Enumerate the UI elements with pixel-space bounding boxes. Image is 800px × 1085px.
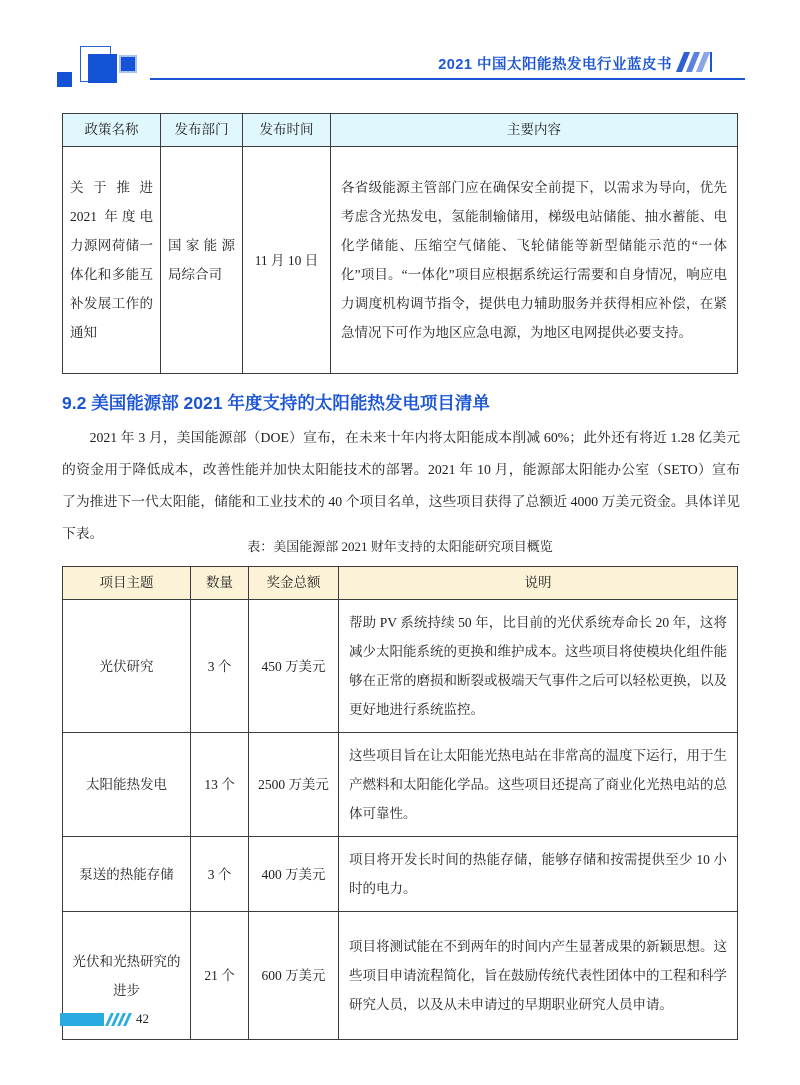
policy-content-cell: 各省级能源主管部门应在确保安全前提下，以需求为导向，优先考虑含光热发电，氢能制输储用，梯级电站储能、抽水蓄能、电化学储能、压缩空气储能、飞轮储能等新型储能示范的“一体化”项目。“一体化”项目应根据系统运行需要和自身情况，响应电力调度机构调节指令，提供电力辅助服务并获得相应补偿，在紧急情况下可作为地区应急电源，为地区电网提供必要支持。 [331,147,738,374]
policy-col-name: 政策名称 [63,114,161,147]
policy-name-cell: 关于推进 2021 年度电力源网荷储一体化和多能互补发展工作的通知 [63,147,161,374]
project-count-cell: 3 个 [191,837,249,912]
project-description-cell: 项目将开发长时间的热能存储，能够存储和按需提供至少 10 小时的电力。 [339,837,738,912]
page-footer [60,1010,360,1030]
logo-square-small-left [57,72,72,87]
project-count-cell: 21 个 [191,912,249,1040]
policy-table [62,113,738,374]
table-row [63,600,738,733]
publisher-logo [55,44,145,90]
policy-col-department: 发布部门 [161,114,243,147]
page-number: 42 [136,1011,149,1026]
header-slashes-icon [680,52,716,72]
header-rule [150,78,745,80]
policy-col-date: 发布时间 [243,114,331,147]
project-amount-cell: 600 万美元 [249,912,339,1040]
projects-col-count: 数量 [191,567,249,600]
policy-table-header-row [63,114,738,147]
project-description-cell: 项目将测试能在不到两年的时间内产生显著成果的新颖思想。这些项目申请流程简化，旨在鼓励传统代表性团体中的工程和科学研究人员，以及从未申请过的早期职业研究人员申请。 [339,912,738,1040]
projects-table-header-row [63,567,738,600]
projects-col-description: 说明 [339,567,738,600]
projects-col-topic: 项目主题 [63,567,191,600]
project-description-cell: 帮助 PV 系统持续 50 年，比目前的光伏系统寿命长 20 年，这将减少太阳能系统的更换和维护成本。这些项目将使模块化组件能够在正常的磨损和断裂或极端天气事件之后可以轻松更换，以及更好地进行系统监控。 [339,600,738,733]
project-topic-cell: 太阳能热发电 [63,733,191,837]
projects-table [62,566,738,1040]
table-row [63,147,738,374]
table-row [63,837,738,912]
project-amount-cell: 2500 万美元 [249,733,339,837]
logo-square-small-right [121,57,135,71]
document-title: 2021 中国太阳能热发电行业蓝皮书 [438,57,672,73]
project-topic-cell: 光伏和光热研究的进步 [63,912,191,1040]
project-count-cell: 3 个 [191,600,249,733]
table-caption: 表：美国能源部 2021 财年支持的太阳能研究项目概览 [247,539,553,554]
project-amount-cell: 450 万美元 [249,600,339,733]
section-heading: 9.2 美国能源部 2021 年度支持的太阳能热发电项目清单 [62,393,490,413]
footer-bar [60,1013,104,1026]
policy-department-cell: 国家能源局综合司 [161,147,243,374]
project-description-cell: 这些项目旨在让太阳能光热电站在非常高的温度下运行，用于生产燃料和太阳能化学品。这些项目还提高了商业化光热电站的总体可靠性。 [339,733,738,837]
table-row [63,733,738,837]
projects-col-amount: 奖金总额 [249,567,339,600]
policy-col-content: 主要内容 [331,114,738,147]
section-paragraph: 2021 年 3 月，美国能源部（DOE）宣布，在未来十年内将太阳能成本削减 60%；此外还有将近 1.28 亿美元的资金用于降低成本，改善性能并加快太阳能技术的部署。2021 年 10 月，能源部太阳能办公室（SETO）宣布了为推进下一代太阳能，储能和工业技术的 40 个项目名单，这些项目获得了总额近 4000 万美元资金。具体详见下表。 [62,430,740,541]
project-topic-cell: 光伏研究 [63,600,191,733]
project-amount-cell: 400 万美元 [249,837,339,912]
logo-square-big [88,54,117,83]
project-count-cell: 13 个 [191,733,249,837]
policy-date-cell: 11 月 10 日 [243,147,331,374]
project-topic-cell: 泵送的热能存储 [63,837,191,912]
